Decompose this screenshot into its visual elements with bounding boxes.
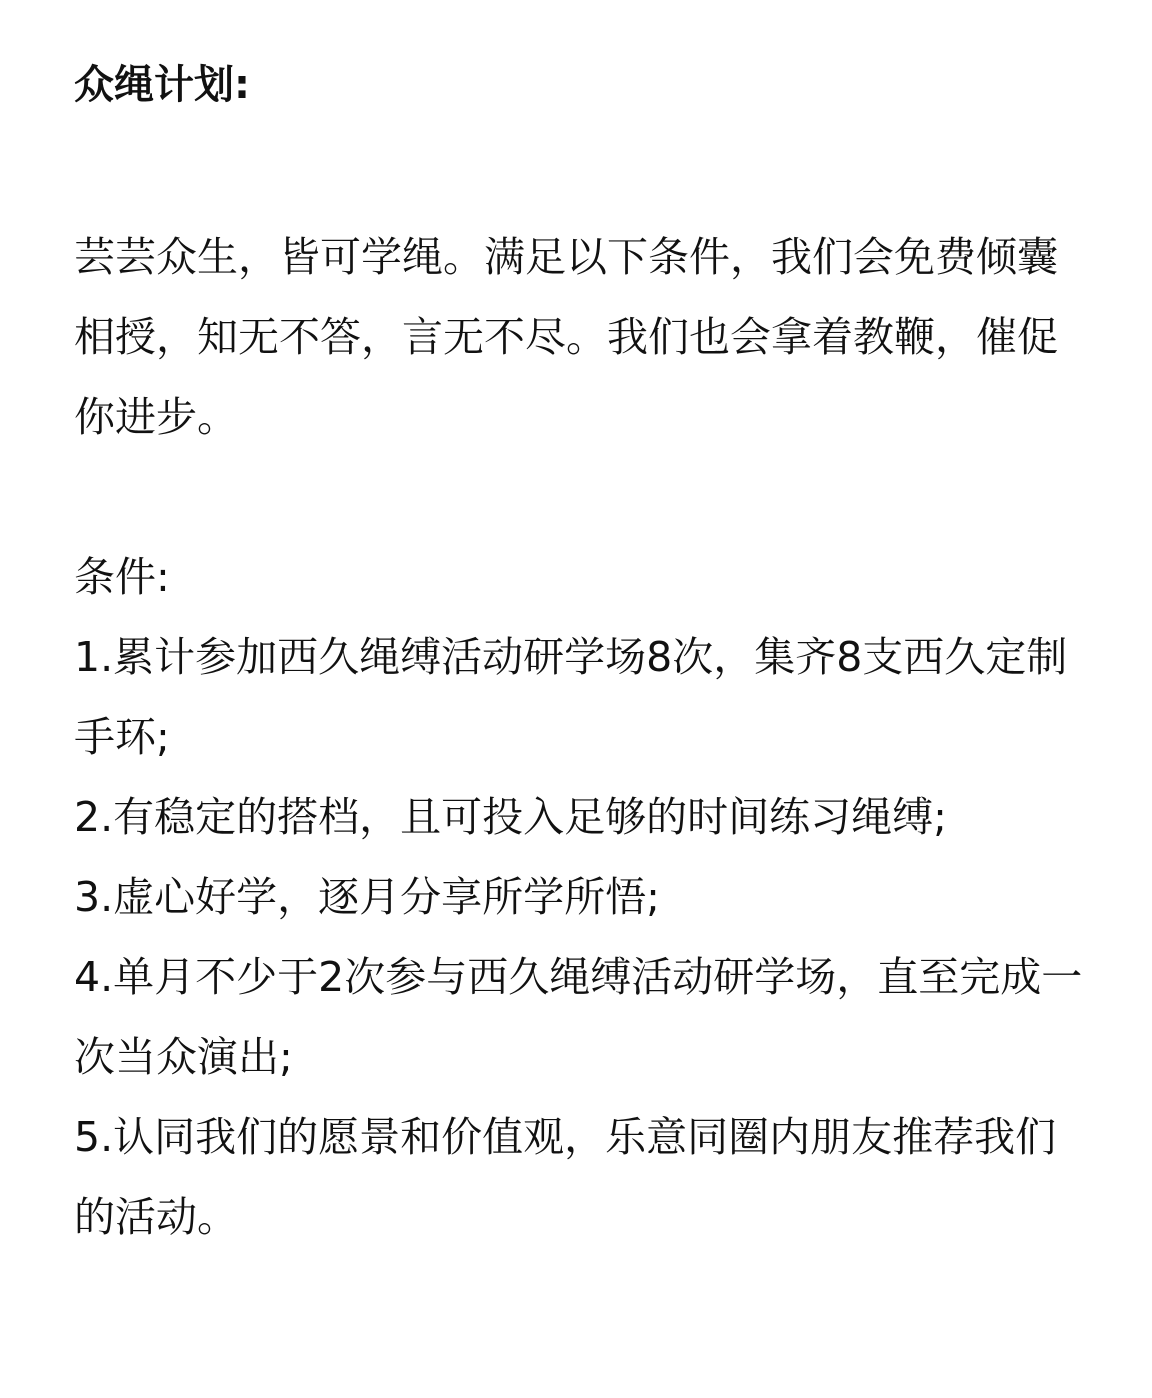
- condition-item: 2.有稳定的搭档，且可投入足够的时间练习绳缚;: [74, 793, 947, 841]
- condition-item: 1.累计参加西久绳缚活动研学场8次，集齐8支西久定制手环;: [74, 633, 1068, 761]
- condition-item: 3.虚心好学，逐月分享所学所悟;: [74, 873, 660, 921]
- condition-item: 5.认同我们的愿景和价值观，乐意同圈内朋友推荐我们的活动。: [74, 1113, 1057, 1241]
- conditions-list: [74, 617, 1084, 1257]
- document-body: [74, 58, 1084, 1257]
- conditions-heading: 条件:: [74, 553, 170, 601]
- document-title: 众绳计划:: [74, 62, 250, 108]
- intro-paragraph: 芸芸众生，皆可学绳。满足以下条件，我们会免费倾囊相授，知无不答，言无不尽。我们也会拿着教鞭，催促你进步。: [74, 233, 1058, 441]
- condition-item: 4.单月不少于2次参与西久绳缚活动研学场，直至完成一次当众演出;: [74, 953, 1083, 1081]
